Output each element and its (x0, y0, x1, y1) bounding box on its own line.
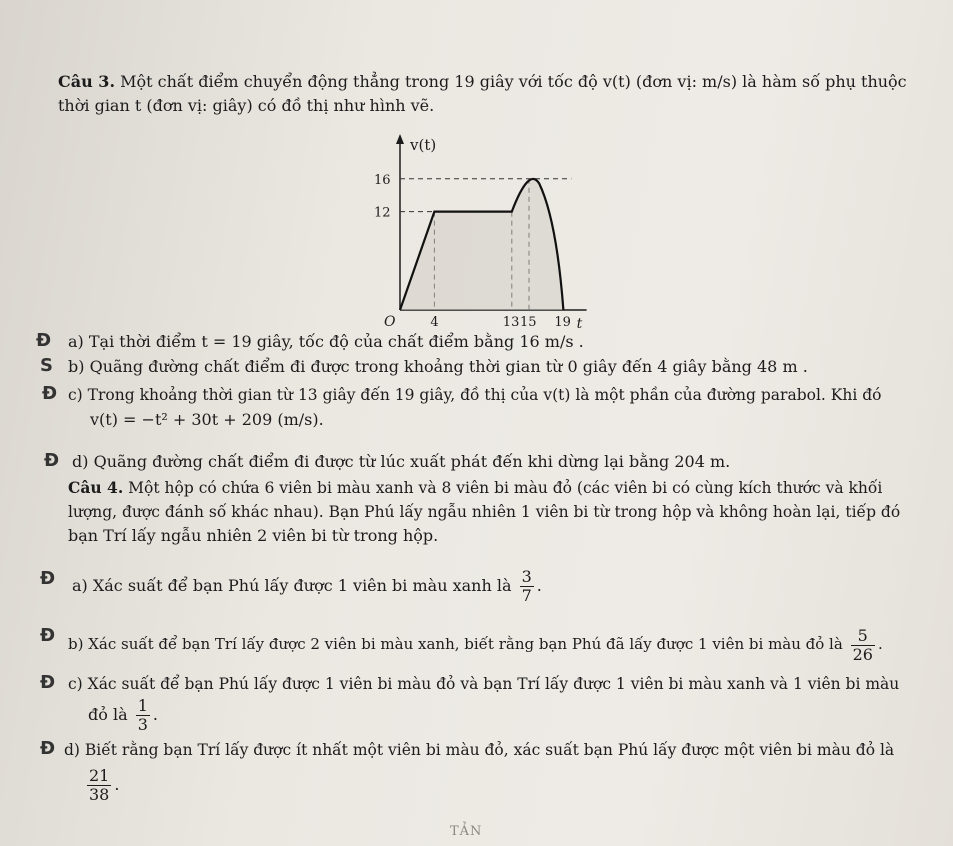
q4-title-line1: Câu 4. Một hộp có chứa 6 viên bi màu xanh và 8 viên bi màu đỏ (các viên bi có cùng kích thước và khối (68, 478, 883, 497)
velocity-chart (360, 128, 583, 338)
answer-mark-q4b: Đ (40, 625, 56, 646)
origin-label: O (384, 314, 396, 330)
x-axis-label: t (576, 316, 583, 332)
q3-option-c-line1: c) Trong khoảng thời gian từ 13 giây đến 19 giây, đồ thị của v(t) là một phần của đường parabol. Khi đó (68, 386, 882, 404)
x-tick-4: 4 (430, 315, 439, 330)
q4-option-d-line1: d) Biết rằng bạn Trí lấy được ít nhất một viên bi màu đỏ, xác suất bạn Phú lấy được một viên bi màu đỏ là (64, 741, 895, 759)
q3-option-a: a) Tại thời điểm t = 19 giây, tốc độ của chất điểm bằng 16 m/s . (68, 332, 584, 351)
q4-title-line3: bạn Trí lấy ngẫu nhiên 2 viên bi từ trong hộp. (68, 526, 439, 545)
q4-option-d-line2: $\frac{21}{38}$ . (89, 766, 120, 804)
q4-title-line2: lượng, được đánh số khác nhau). Bạn Phú lấy ngẫu nhiên 1 viên bi từ trong hộp và không hoàn lại, tiếp đó (68, 503, 901, 521)
fraction-q4d: $\frac{21}{38}$ (89, 766, 110, 804)
q3-option-c-line2: v(t) = −t² + 30t + 209 (m/s). (90, 410, 324, 429)
area-under-curve (400, 179, 563, 310)
q4-option-c-line1: c) Xác suất để bạn Phú lấy được 1 viên bi màu đỏ và bạn Trí lấy được 1 viên bi màu xanh và 1 viên bi màu (68, 675, 900, 693)
answer-mark-q4c: Đ (40, 672, 56, 693)
y-axis-label: v(t) (410, 136, 437, 154)
answer-mark-q3b: S (40, 355, 53, 376)
answer-mark-q4a: Đ (40, 568, 56, 589)
answer-mark-q3c: Đ (42, 383, 58, 404)
x-tick-13: 13 (502, 315, 520, 330)
q4-option-c-line2: đỏ là $\frac{1}{3}$ . (88, 696, 158, 734)
page-footer: TẢN (450, 824, 483, 839)
y-tick-12: 12 (374, 205, 391, 221)
answer-mark-q4d: Đ (40, 738, 56, 759)
y-tick-16: 16 (374, 172, 391, 188)
fraction-q4b: $\frac{5}{26}$ (852, 625, 873, 664)
q3-title-line1: Câu 3. Một chất điểm chuyển động thẳng trong 19 giây với tốc độ v(t) (đơn vị: m/s) là hàm số phụ thuộc (58, 72, 907, 91)
q3-option-b: b) Quãng đường chất điểm đi được trong khoảng thời gian từ 0 giây đến 4 giây bằng 48 m . (68, 357, 808, 376)
y-axis-arrow (396, 134, 404, 144)
q3-title-line2: thời gian t (đơn vị: giây) có đồ thị như hình vẽ. (58, 96, 435, 115)
q3-option-d: d) Quãng đường chất điểm đi được từ lúc xuất phát đến khi dừng lại bằng 204 m. (72, 452, 731, 471)
x-tick-19: 19 (554, 315, 571, 330)
q4-option-b: b) Xác suất để bạn Trí lấy được 2 viên bi màu xanh, biết rằng bạn Phú đã lấy được 1 viên bi màu đỏ là $\frac{5}{26}$ . (68, 625, 883, 664)
x-tick-15: 15 (520, 315, 537, 330)
fraction-q4a: $\frac{3}{7}$ (521, 567, 532, 605)
q4-option-a: a) Xác suất để bạn Phú lấy được 1 viên bi màu xanh là $\frac{3}{7}$ . (72, 567, 542, 605)
answer-mark-q3d: Đ (44, 450, 60, 471)
fraction-q4c: $\frac{1}{3}$ (137, 696, 148, 734)
answer-mark-q3a: Đ (36, 330, 52, 351)
